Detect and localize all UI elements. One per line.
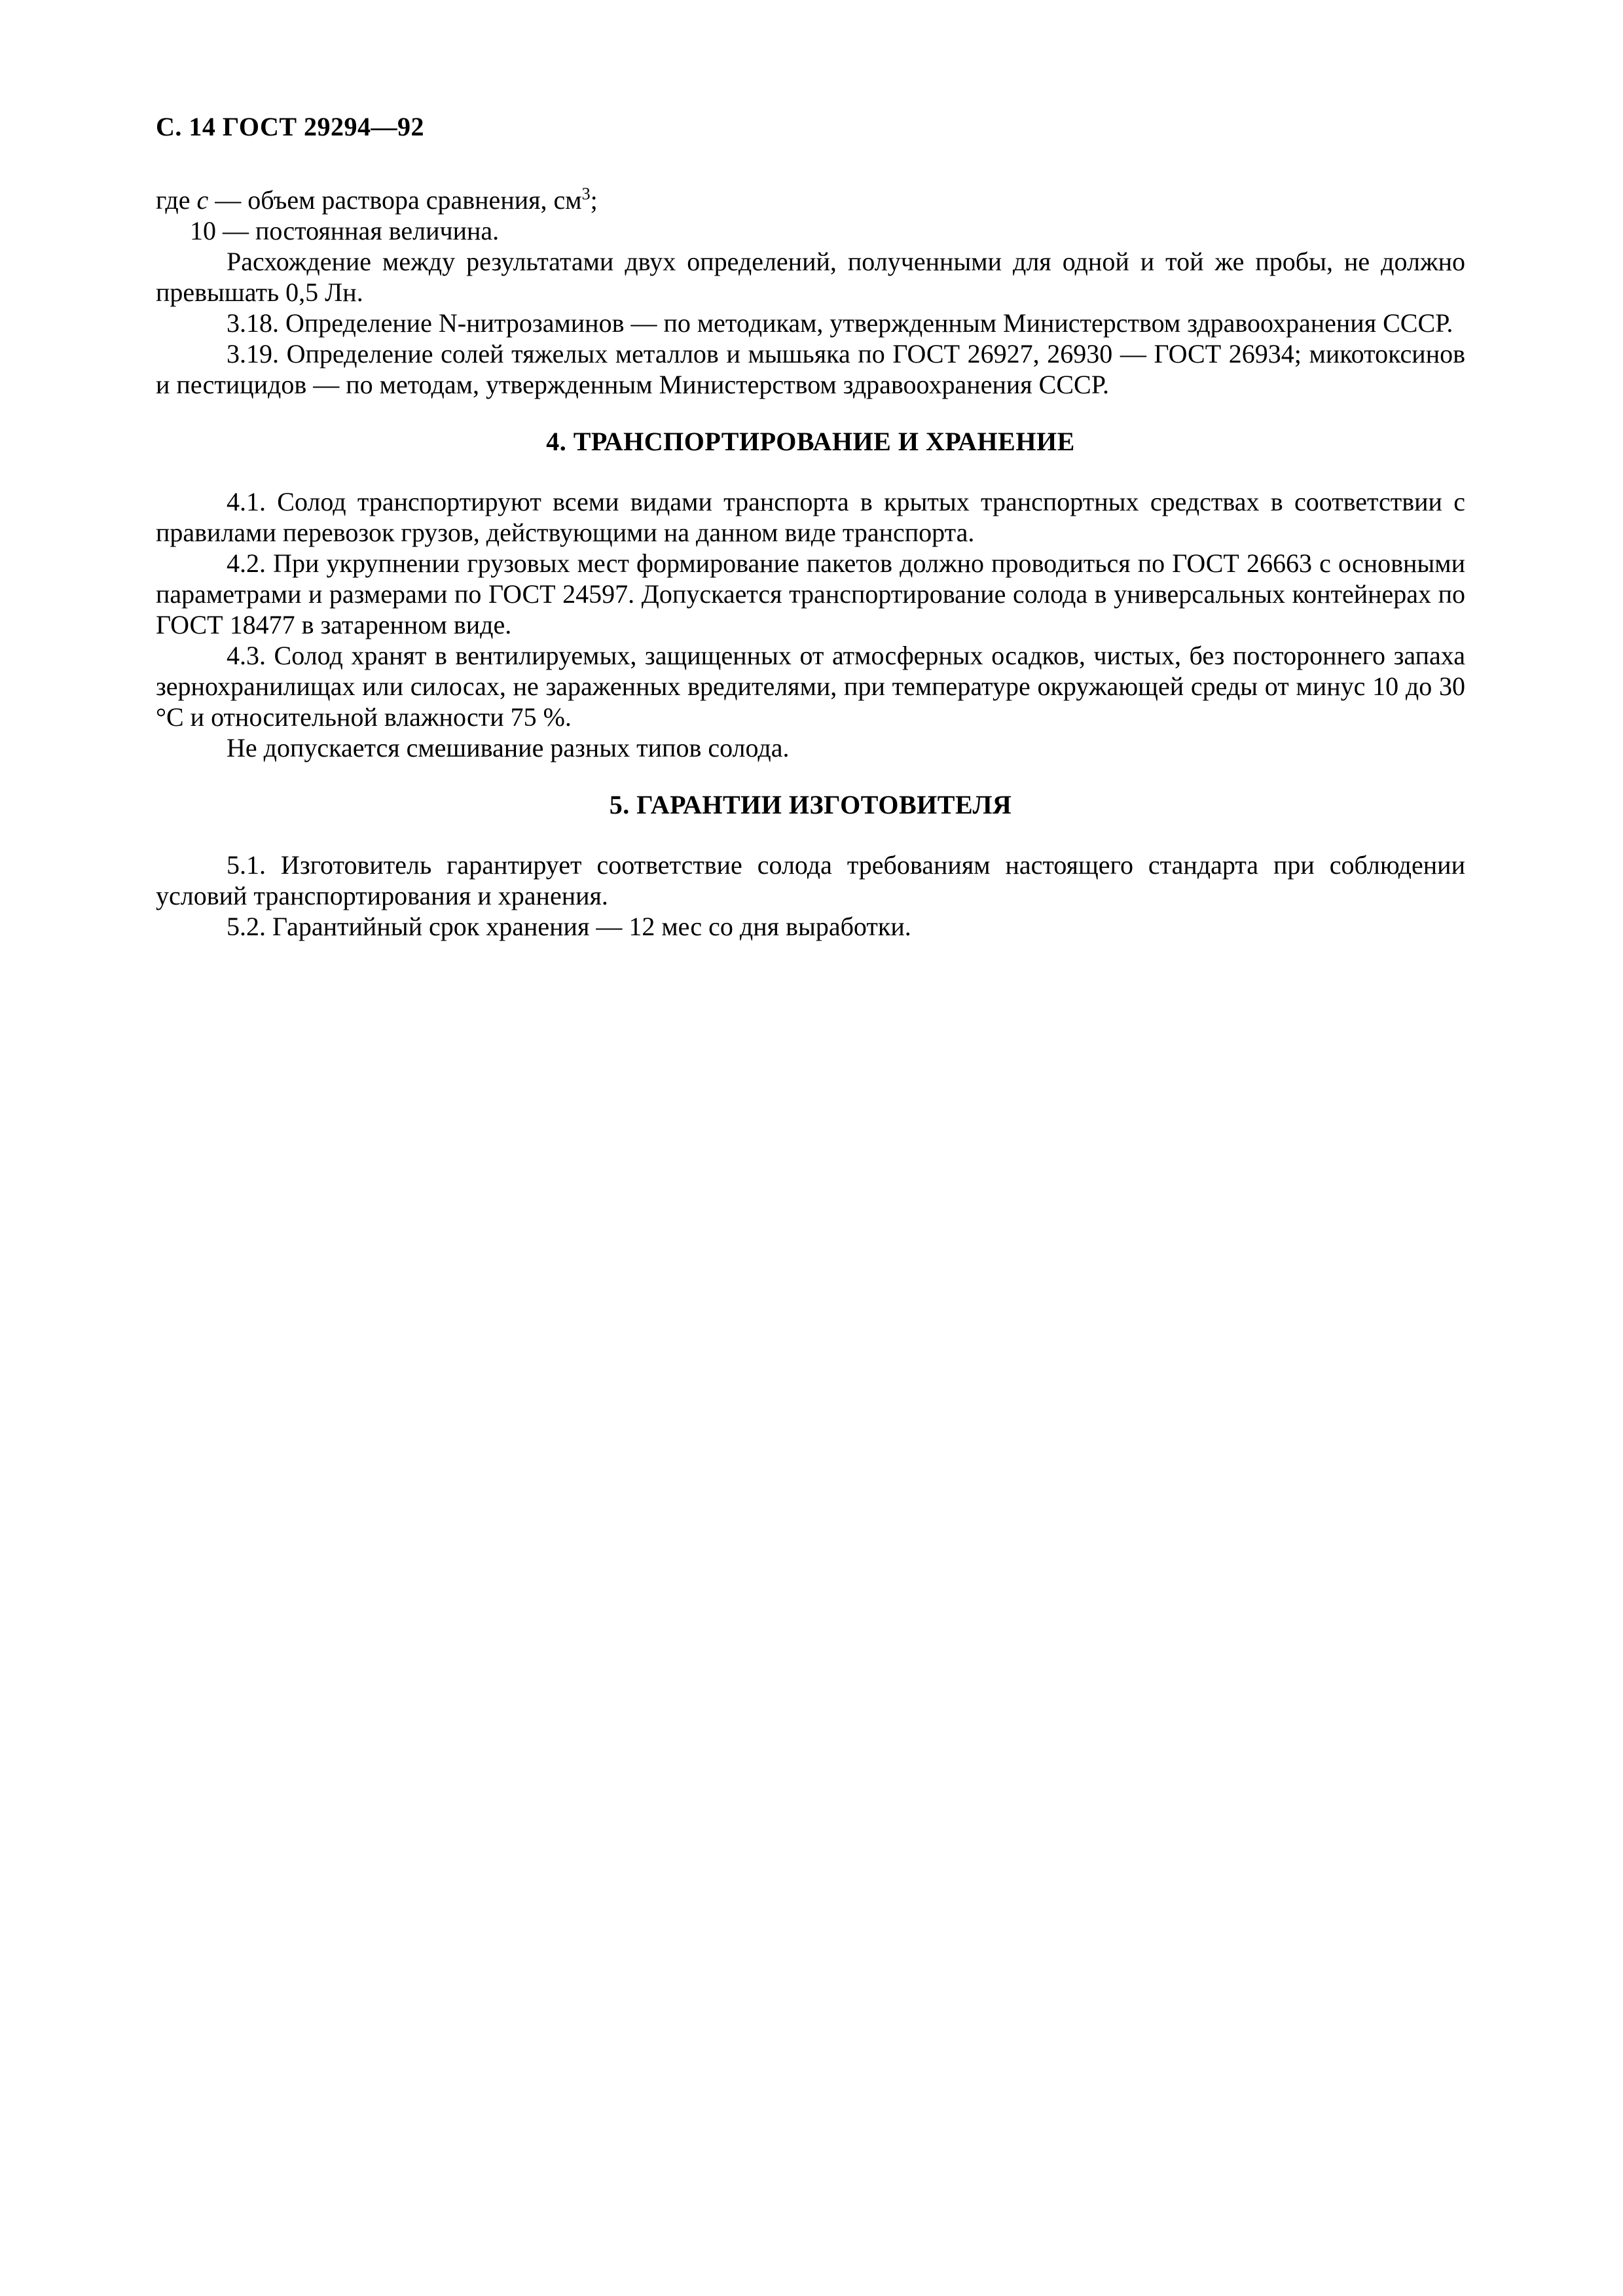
constant-line: 10 — постоянная величина. xyxy=(190,216,500,245)
paragraph-5-2: 5.2. Гарантийный срок хранения — 12 мес со дня выработки. xyxy=(227,912,911,941)
paragraph-3-19: 3.19. Определение солей тяжелых металлов и мышьяка по ГОСТ 26927, 26930 — ГОСТ 26934; микотоксинов и пестицидов — по методам, утвержденным Министерством здравоохранения СССР. xyxy=(156,339,1465,399)
where-variable: c xyxy=(196,185,209,215)
paragraph-4-1: 4.1. Солод транспортируют всеми видами транспорта в крытых транспортных средствах в соответствии с правилами перевозок грузов, действующими на данном виде транспорта. xyxy=(156,487,1465,547)
where-superscript: 3 xyxy=(581,184,591,204)
where-prefix: где xyxy=(156,185,197,215)
discrepancy-paragraph: Расхождение между результатами двух определений, полученными для одной и той же пробы, не должно превышать 0,5 Лн. xyxy=(156,247,1465,307)
paragraph-4-3-note: Не допускается смешивание разных типов солода. xyxy=(227,733,790,762)
section-5-title: 5. ГАРАНТИИ ИЗГОТОВИТЕЛЯ xyxy=(609,790,1012,819)
paragraph-5-1: 5.1. Изготовитель гарантирует соответствие солода требованиям настоящего стандарта при соблюдении условий транспортирования и хранения. xyxy=(156,850,1465,910)
document-page xyxy=(156,111,1465,942)
page-header: С. 14 ГОСТ 29294—92 xyxy=(156,112,425,141)
where-text: — объем раствора сравнения, см xyxy=(208,185,582,215)
paragraph-4-2: 4.2. При укрупнении грузовых мест формирование пакетов должно проводиться по ГОСТ 26663 с основными параметрами и размерами по ГОСТ 24597. Допускается транспортирование солода в универсальных контейнерах по ГОСТ 18477 в затаренном виде. xyxy=(156,548,1465,639)
where-suffix: ; xyxy=(590,185,598,215)
paragraph-3-18: 3.18. Определение N-нитрозаминов — по методикам, утвержденным Министерством здравоохранения СССР. xyxy=(227,308,1453,338)
where-line xyxy=(156,185,1465,215)
section-4-title: 4. ТРАНСПОРТИРОВАНИЕ И ХРАНЕНИЕ xyxy=(546,427,1075,456)
paragraph-4-3: 4.3. Солод хранят в вентилируемых, защищенных от атмосферных осадков, чистых, без постороннего запаха зернохранилищах или силосах, не зараженных вредителями, при температуре окружающей среды от минус 10 до 30 °С и относительной влажности 75 %. xyxy=(156,641,1465,732)
